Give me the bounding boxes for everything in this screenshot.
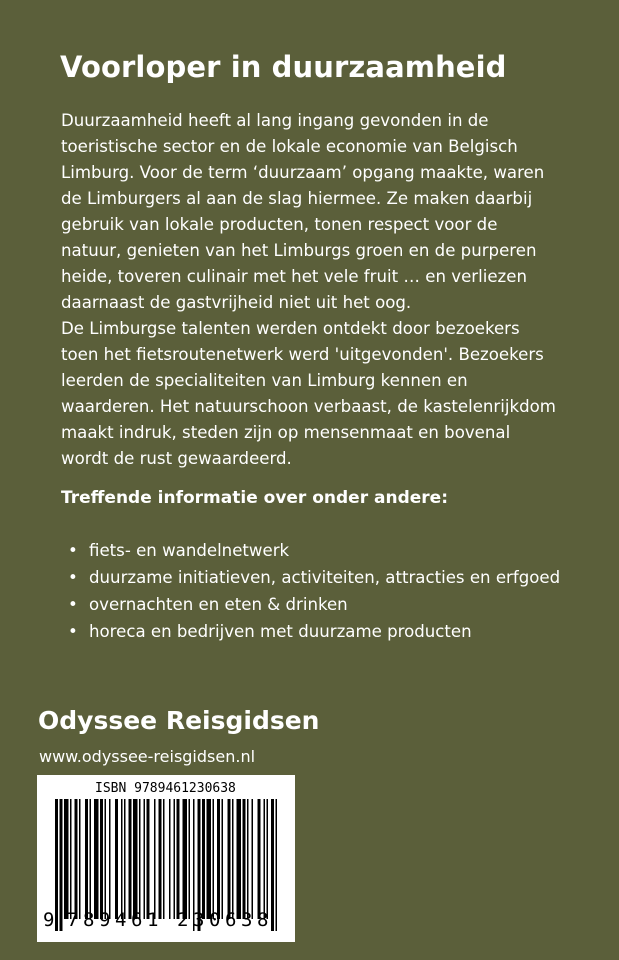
info-subheading: Treffende informatie over onder andere: — [61, 488, 448, 508]
intro-paragraph-2: De Limburgse talenten werden ontdekt door bezoekers toen het fietsroutenetwerk werd 'uitgevonden'. Bezoekers leerden de specialiteiten van Limburg kennen en waarderen. Het natuurschoon verbaast, de kastelenrijkdom maakt indruk, steden zijn op mensenmaat en bovenal wordt de rust gewaardeerd. — [61, 319, 556, 468]
barcode-bar — [79, 799, 81, 919]
barcode-bar — [105, 799, 107, 919]
barcode-bar — [174, 799, 176, 919]
list-item — [61, 565, 561, 590]
list-item — [61, 538, 561, 563]
barcode-digit: 4 — [115, 909, 127, 931]
barcode-digit: 9 — [99, 909, 111, 931]
barcode-bar — [217, 799, 220, 919]
barcode-bar — [169, 799, 171, 919]
barcode-bar — [189, 799, 191, 919]
barcode-bar — [133, 799, 138, 919]
barcode-bar — [109, 799, 111, 919]
barcode-digits — [37, 905, 295, 935]
publisher-name: Odyssee Reisgidsen — [38, 706, 320, 735]
barcode-bar — [94, 799, 99, 919]
barcode-bar — [177, 799, 180, 919]
barcode-bar — [258, 799, 261, 919]
list-item-text: fiets- en wandelnetwerk — [89, 541, 290, 560]
barcode-digit: 8 — [257, 909, 269, 931]
bullet-icon: • — [68, 595, 78, 614]
barcode-digit: 0 — [209, 909, 221, 931]
barcode-bar — [183, 799, 188, 919]
bullet-icon: • — [68, 541, 78, 560]
barcode-bar — [252, 799, 254, 919]
barcode-digit: 3 — [193, 909, 205, 931]
barcode-bar — [159, 799, 162, 919]
barcode-digit: 6 — [225, 909, 237, 931]
barcode-bar — [213, 799, 215, 919]
bullet-icon: • — [68, 622, 78, 641]
barcode-digit: 8 — [83, 909, 95, 931]
intro-paragraph-1: Duurzaamheid heeft al lang ingang gevonden in de toeristische sector en de lokale economie van Belgisch Limburg. Voor de term ‘duurzaam’ opgang maakte, waren de Limburgers al aan de slag hiermee. Ze maken daarbij gebruik van lokale producten, tonen respect voor de natuur, genieten van het Limburgs groen en de purperen heide, toveren culinair met het vele fruit … en verliezen daarnaast de gastvrijheid niet uit het oog. — [61, 111, 545, 312]
barcode-bar — [147, 799, 150, 919]
list-item — [61, 619, 561, 644]
barcode-bar — [115, 799, 118, 919]
barcode-bar — [75, 799, 78, 919]
barcode-bar — [124, 799, 126, 919]
barcode-bar — [64, 799, 69, 919]
barcode-digit: 7 — [67, 909, 79, 931]
publisher-website: www.odyssee-reisgidsen.nl — [39, 747, 256, 766]
list-item-text: duurzame initiatieven, activiteiten, attracties en erfgoed — [89, 568, 561, 587]
barcode-bar — [121, 799, 123, 919]
isbn-barcode — [37, 775, 295, 942]
barcode-bar — [247, 799, 249, 919]
barcode-bar — [207, 799, 212, 919]
barcode-bar — [243, 799, 246, 919]
back-cover-title: Voorloper in duurzaamheid — [60, 50, 507, 84]
info-bullet-list — [61, 538, 561, 646]
list-item-text: horeca en bedrijven met duurzame producten — [89, 622, 472, 641]
barcode-bar — [70, 799, 72, 919]
barcode-bar — [228, 799, 231, 919]
bullet-icon: • — [68, 568, 78, 587]
list-item — [61, 592, 561, 617]
barcode-digit: 6 — [131, 909, 143, 931]
barcode-bar — [163, 799, 165, 919]
barcode-bar — [129, 799, 132, 919]
barcode-bar — [144, 799, 146, 919]
intro-text — [61, 108, 561, 472]
barcode-bar — [90, 799, 92, 919]
isbn-label: ISBN 9789461230638 — [95, 781, 236, 796]
barcode-bar — [267, 799, 269, 919]
barcode-bar — [85, 799, 88, 919]
barcode-bar — [202, 799, 205, 919]
barcode-bar — [232, 799, 234, 919]
barcode-digit: 1 — [147, 909, 159, 931]
barcode-digit: 2 — [177, 909, 189, 931]
barcode-digit: 9 — [43, 909, 55, 931]
barcode-bar — [237, 799, 242, 919]
barcode-bar — [139, 799, 141, 919]
barcode-bar — [100, 799, 103, 919]
barcode-bar — [264, 799, 266, 919]
barcode-digit: 3 — [241, 909, 253, 931]
barcode-bar — [222, 799, 224, 919]
barcode-bar — [154, 799, 156, 919]
list-item-text: overnachten en eten & drinken — [89, 595, 348, 614]
